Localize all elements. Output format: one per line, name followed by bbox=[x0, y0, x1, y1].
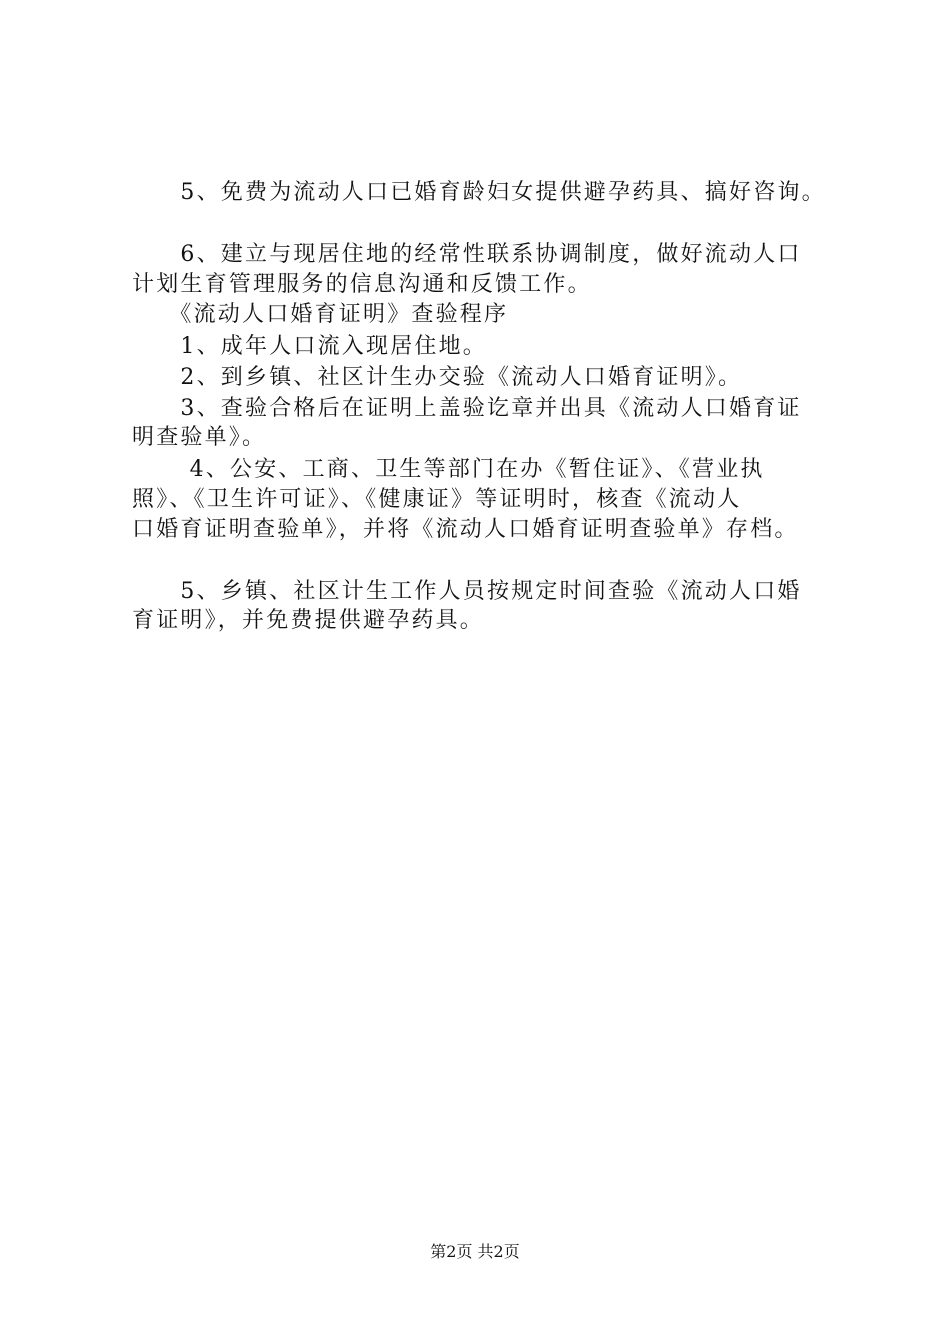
paragraph-line: 明查验单》。 bbox=[132, 425, 267, 450]
paragraph-line: 3、查验合格后在证明上盖验讫章并出具《流动人口婚育证 bbox=[132, 396, 802, 421]
paragraph-line: 口婚育证明查验单》，并将《流动人口婚育证明查验单》存档。 bbox=[132, 517, 799, 542]
paragraph-line: 5、免费为流动人口已婚育龄妇女提供避孕药具、搞好咨询。 bbox=[132, 180, 826, 205]
paragraph-line: 1、成年人口流入现居住地。 bbox=[132, 334, 487, 359]
paragraph-line: 育证明》，并免费提供避孕药具。 bbox=[132, 608, 485, 633]
paragraph-line: 6、建立与现居住地的经常性联系协调制度，做好流动人口 bbox=[132, 242, 802, 267]
paragraph-line: 4、公安、工商、卫生等部门在办《暂住证》、《营业执 bbox=[132, 457, 765, 482]
page-number-footer: 第2页 共2页 bbox=[430, 1242, 520, 1261]
section-heading: 《流动人口婚育证明》查验程序 bbox=[132, 302, 509, 327]
paragraph-line: 2、到乡镇、社区计生办交验《流动人口婚育证明》。 bbox=[132, 365, 743, 390]
paragraph-line: 5、乡镇、社区计生工作人员按规定时间查验《流动人口婚 bbox=[132, 579, 802, 604]
paragraph-line: 计划生育管理服务的信息沟通和反馈工作。 bbox=[132, 272, 592, 297]
paragraph-line: 照》、《卫生许可证》、《健康证》等证明时，核查《流动人 bbox=[132, 487, 742, 512]
